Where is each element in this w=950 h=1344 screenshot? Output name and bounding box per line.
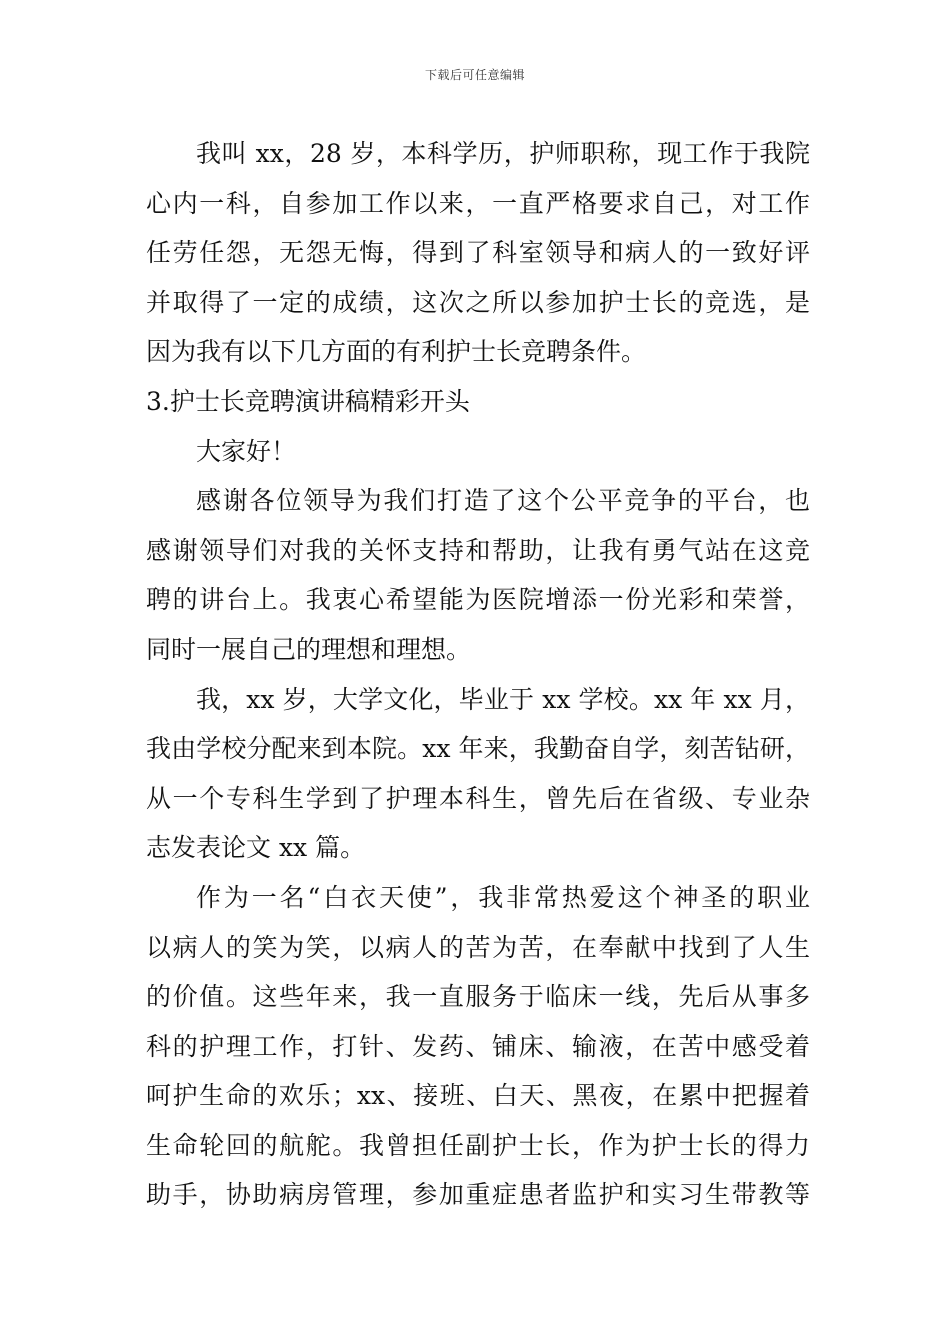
text-line: 我叫 xx，28 岁，本科学历，护师职称，现工作于我院 xyxy=(196,139,810,168)
text-line: 我，xx 岁，大学文化，毕业于 xx 学校。xx 年 xx 月， xyxy=(196,684,810,714)
paragraph xyxy=(146,476,810,674)
text-line: 同时一展自己的理想和理想。 xyxy=(146,634,472,664)
text-line: 作为一名“白衣天使”，我非常热爱这个神圣的职业 xyxy=(196,882,810,912)
document-body xyxy=(146,129,810,1220)
text-line: 从一个专科生学到了护理本科生，曾先后在省级、专业杂 xyxy=(146,783,810,813)
text-line: 心内一科，自参加工作以来，一直严格要求自己，对工作 xyxy=(146,188,810,218)
text-line: 志发表论文 xx 篇。 xyxy=(146,833,366,863)
paragraph xyxy=(146,873,810,1220)
text-line: 感谢领导们对我的关怀支持和帮助，让我有勇气站在这竞 xyxy=(146,535,810,565)
text-line: 助手，协助病房管理，参加重症患者监护和实习生带教等 xyxy=(146,1180,810,1210)
text-line: 聘的讲台上。我衷心希望能为医院增添一份光彩和荣誉， xyxy=(146,585,810,615)
text-line: 感谢各位领导为我们打造了这个公平竞争的平台，也 xyxy=(196,486,810,516)
paragraph xyxy=(146,427,810,477)
paragraph xyxy=(146,129,810,377)
text-line: 大家好！ xyxy=(196,436,297,466)
text-line: 呵护生命的欢乐；xx、接班、白天、黑夜，在累中把握着 xyxy=(146,1081,810,1111)
text-line: 科的护理工作，打针、发药、铺床、输液，在苦中感受着 xyxy=(146,1031,810,1061)
text-line: 并取得了一定的成绩，这次之所以参加护士长的竞选，是 xyxy=(146,287,810,317)
heading-text: 3.护士长竞聘演讲稿精彩开头 xyxy=(146,386,470,416)
text-line: 因为我有以下几方面的有利护士长竞聘条件。 xyxy=(146,337,647,367)
text-line: 以病人的笑为笑，以病人的苦为苦，在奉献中找到了人生 xyxy=(146,932,810,962)
paragraph xyxy=(146,675,810,873)
section-heading xyxy=(146,377,810,427)
header-note: 下载后可任意编辑 xyxy=(424,68,525,82)
text-line: 的价值。这些年来，我一直服务于临床一线，先后从事多 xyxy=(146,982,810,1012)
text-line: 我由学校分配来到本院。xx 年来，我勤奋自学，刻苦钻研， xyxy=(146,734,810,764)
text-line: 生命轮回的航舵。我曾担任副护士长，作为护士长的得力 xyxy=(146,1130,810,1160)
text-line: 任劳任怨，无怨无悔，得到了科室领导和病人的一致好评 xyxy=(146,238,810,268)
